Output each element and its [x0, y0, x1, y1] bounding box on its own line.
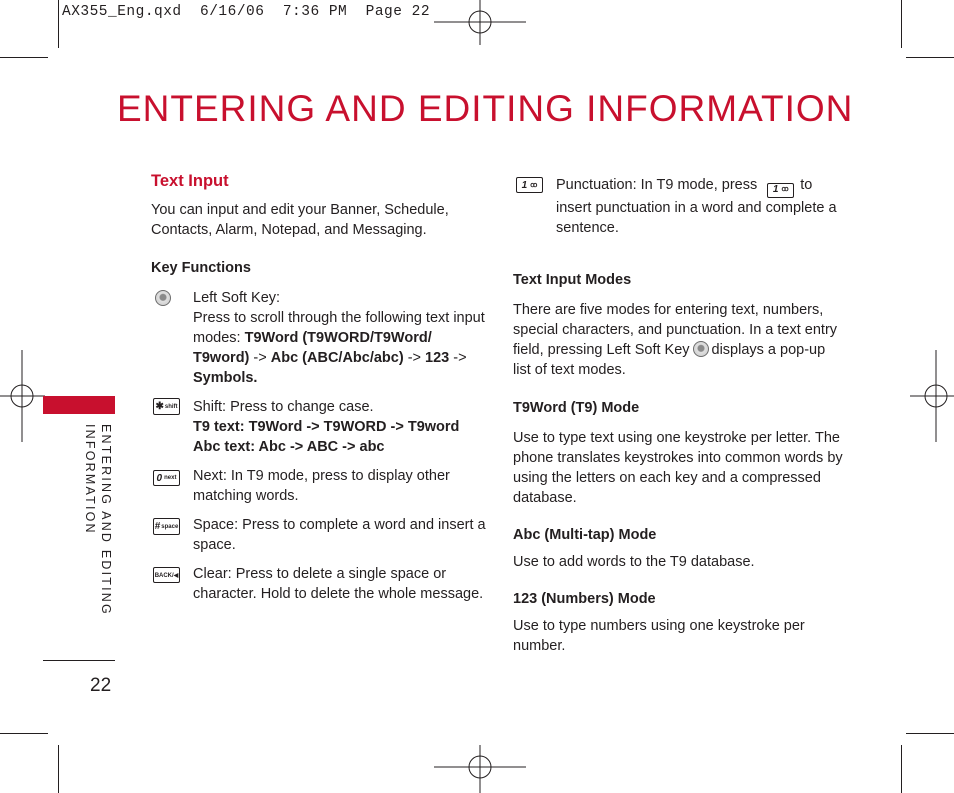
desc-line: Press to scroll through the following text input — [193, 310, 485, 326]
abc-mode-heading: Abc (Multi-tap) Mode — [513, 527, 657, 543]
clear-label: Clear — [193, 566, 228, 582]
clear-desc — [193, 564, 493, 604]
intro-line: Contacts, Alarm, Notepad, and Messaging. — [151, 222, 427, 238]
one-key-inline-icon — [767, 183, 794, 198]
punctuation-label: Punctuation — [556, 177, 633, 193]
back-clear-key-icon — [153, 567, 180, 583]
body-line: list of text modes. — [513, 362, 626, 378]
desc-text: : Press to delete a single space or — [227, 566, 447, 582]
key-functions-heading: Key Functions — [151, 260, 251, 276]
zero-next-key-icon — [153, 470, 180, 486]
sidebar-line-1: ENTERING AND EDITING — [99, 424, 113, 616]
text-input-modes-body — [513, 300, 843, 380]
page-title: ENTERING AND EDITING INFORMATION — [117, 88, 854, 129]
space-desc — [193, 515, 493, 555]
voicemail-icon: ꝏ — [781, 186, 789, 193]
colon: : — [276, 290, 281, 306]
key-glyph: 1 — [521, 179, 528, 191]
left-soft-key-icon — [155, 290, 171, 306]
desc-line: Abc text: Abc -> ABC -> abc — [193, 439, 385, 455]
desc-line: matching words. — [193, 488, 299, 504]
text-input-heading: Text Input — [151, 172, 229, 190]
key-glyph: # — [154, 521, 161, 532]
star-shift-key-icon — [153, 398, 180, 415]
shift-label: Shift — [193, 399, 223, 415]
mode-list: 123 — [425, 350, 450, 366]
mode-list: T9word) — [193, 350, 250, 366]
punctuation-desc — [556, 175, 846, 238]
mode-list: Abc (ABC/Abc/abc) — [270, 350, 404, 366]
pound-space-key-icon — [153, 518, 180, 535]
desc-line: sentence. — [556, 219, 619, 236]
body-text: field, pressing Left Soft Key — [513, 342, 690, 358]
abc-mode-body: Use to add words to the T9 database. — [513, 554, 755, 570]
left-soft-key-inline-icon — [693, 341, 709, 357]
desc-line: space. — [193, 537, 236, 553]
desc-text: modes: — [193, 330, 245, 346]
print-slug: AX355_Eng.qxd 6/16/06 7:36 PM Page 22 — [62, 4, 431, 20]
page-number: 22 — [90, 675, 112, 696]
key-glyph: BACK/◀ — [154, 572, 179, 579]
sidebar-accent-bar — [43, 396, 115, 414]
one-punctuation-key-icon — [516, 177, 543, 193]
body-line: special characters, and punctuation. In a text entry — [513, 322, 838, 338]
key-sub: space — [161, 523, 179, 530]
desc-line: T9 text: T9Word -> T9WORD -> T9word — [193, 419, 460, 435]
sidebar-section-label — [82, 424, 114, 616]
left-soft-key-desc — [193, 288, 493, 388]
desc-text: : In T9 mode, press to display other — [222, 468, 450, 484]
body-line: There are five modes for entering text, numbers, — [513, 302, 824, 318]
desc-text: : Press to change case. — [222, 399, 374, 415]
left-soft-key-label: Left Soft Key — [193, 290, 277, 306]
t9-mode-body — [513, 428, 843, 508]
arrow: -> — [249, 350, 271, 366]
mode-list: Symbols. — [193, 370, 258, 386]
body-line: Use to type text using one keystroke per letter. The — [513, 430, 840, 446]
key-glyph: ✱ — [155, 401, 164, 412]
body-line: using the letters on each key and a compressed — [513, 470, 821, 486]
page-number-rule — [43, 660, 115, 661]
numbers-mode-heading: 123 (Numbers) Mode — [513, 591, 656, 607]
key-sub: next — [164, 475, 177, 481]
numbers-mode-body: Use to type numbers using one keystroke per number. — [513, 618, 805, 654]
desc-text: : In T9 mode, press — [632, 177, 758, 193]
intro-line: You can input and edit your Banner, Schedule, — [151, 202, 449, 218]
key-glyph: 1 — [772, 184, 779, 195]
body-line: phone translates keystrokes into common words by — [513, 450, 843, 466]
arrow: -> — [449, 350, 467, 366]
text-input-intro — [151, 200, 449, 240]
desc-line: character. Hold to delete the whole message. — [193, 586, 484, 602]
sidebar-line-2: INFORMATION — [83, 424, 97, 535]
next-label: Next — [193, 468, 223, 484]
body-text: displays a pop-up — [711, 342, 826, 358]
desc-line: insert punctuation in a word and complete a — [556, 199, 837, 216]
voicemail-icon: ꝏ — [530, 182, 538, 189]
t9-mode-heading: T9Word (T9) Mode — [513, 400, 640, 416]
desc-text: to — [800, 177, 813, 193]
arrow: -> — [403, 350, 426, 366]
space-label: Space — [193, 517, 235, 533]
desc-text: : Press to complete a word and insert a — [234, 517, 486, 533]
body-line: database. — [513, 490, 577, 506]
key-glyph: 0 — [156, 472, 163, 484]
shift-desc — [193, 397, 493, 457]
key-sub: shift — [164, 403, 178, 410]
text-input-modes-heading: Text Input Modes — [513, 272, 632, 288]
next-desc — [193, 466, 493, 506]
mode-list: T9Word (T9WORD/T9Word/ — [244, 330, 432, 346]
